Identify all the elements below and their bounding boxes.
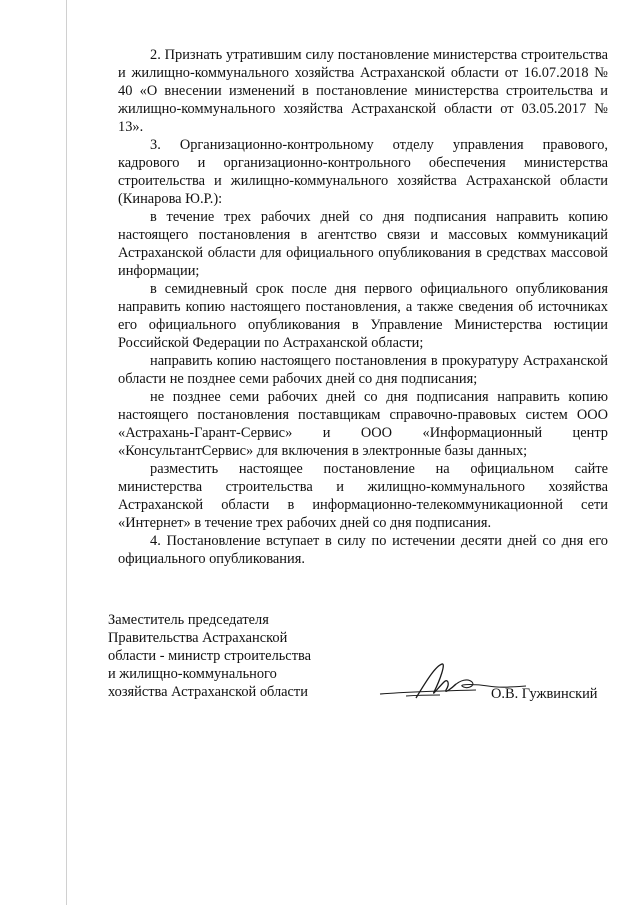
signer-title-line: Заместитель председателя bbox=[108, 612, 269, 628]
signer-title-line: и жилищно-коммунального bbox=[108, 666, 277, 682]
paragraph-item-2: 2. Признать утратившим силу постановление министерства строительства и жилищно-коммунального хозяйства Астраханской области от 16.07.2018 № 40 «О внесении изменений в постановление министерства строительства и жилищно-коммунального хозяйства Астраханской области от 03.05.2017 № 13». bbox=[118, 47, 608, 135]
signer-title bbox=[108, 611, 348, 701]
paragraph-subitem-publication: в течение трех рабочих дней со дня подписания направить копию настоящего постановления в агентство связи и массовых коммуникаций Астраханской области для официального опубликования в средствах массовой информации; bbox=[118, 209, 608, 279]
document-body bbox=[118, 46, 608, 568]
paragraph-subitem-justice: в семидневный срок после дня первого официального опубликования направить копию настоящего постановления, а также сведения об источниках его официального опубликования в Управление Министерства юстиции Российской Федерации по Астраханской области; bbox=[118, 281, 608, 351]
page-margin-line bbox=[66, 0, 67, 905]
signer-title-line: Правительства Астраханской bbox=[108, 630, 288, 646]
paragraph-item-4: 4. Постановление вступает в силу по истечении десяти дней со дня его официального опубликования. bbox=[118, 533, 608, 567]
paragraph-subitem-legal-systems: не позднее семи рабочих дней со дня подписания направить копию настоящего постановления поставщикам справочно-правовых систем ООО «Астрахань-Гарант-Сервис» и ООО «Информационный центр «КонсультантСервис» для включения в электронные базы данных; bbox=[118, 389, 608, 459]
paragraph-subitem-prosecutor: направить копию настоящего постановления в прокуратуру Астраханской области не позднее семи рабочих дней со дня подписания; bbox=[118, 353, 608, 387]
signer-title-line: хозяйства Астраханской области bbox=[108, 684, 308, 700]
paragraph-subitem-website: разместить настоящее постановление на официальном сайте министерства строительства и жилищно-коммунального хозяйства Астраханской области в информационно-телекоммуникационной сети «Интернет» в течение трех рабочих дней со дня подписания. bbox=[118, 461, 608, 531]
signer-title-line: области - министр строительства bbox=[108, 648, 311, 664]
signer-name: О.В. Гужвинский bbox=[491, 686, 598, 702]
paragraph-item-3: 3. Организационно-контрольному отделу управления правового, кадрового и организационно-контрольного обеспечения министерства строительства и жилищно-коммунального хозяйства Астраханской области (Кинарова Ю.Р.): bbox=[118, 137, 608, 207]
